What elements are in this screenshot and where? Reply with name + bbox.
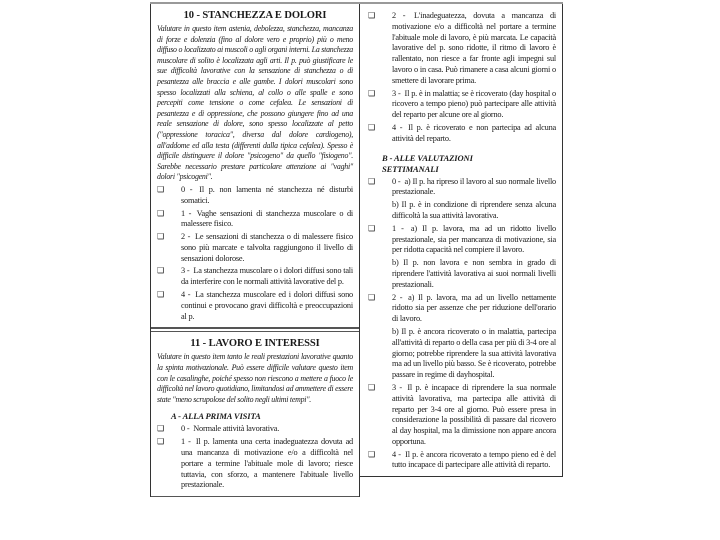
option-text: a) Il p. ha ripreso il lavoro al suo normale livello prestazionale. [392,176,557,197]
option-number: 3 - [181,266,190,276]
checkbox-icon[interactable]: ❑ [368,382,375,392]
checkbox-icon[interactable]: ❑ [368,11,375,20]
checkbox-icon[interactable]: ❑ [157,184,164,194]
checkbox-icon[interactable]: ❑ [368,449,375,459]
valutazioni-settimanali-options [368,177,556,472]
option-text: Vaghe sensazioni di stanchezza muscolare o di malessere fisico. [181,208,353,229]
section-10-intro: Valutare in questo item astenia, debolezza, stanchezza, mancanza di forze e dolenzia (fino al dolore vero e proprio) più o meno diffuso o localizzato ai muscoli o agli organi interni. La stanchezza muscolare di solito è localizzata agli arti. Il p. può giustificare le sue difficoltà lavorative con la sensazione di stanchezza o di pesantezza alle braccia e alle gambe. I dolori muscolari sono spesso localizzati alla schiena, al collo o alle spalle e sono percepiti come tensione o come cefalea. Le sensazioni di pesantezza e di oppressione, che possono giungere fino ad una reale sensazione di dolore, sono spesso localizzate al petto ("oppressione toracica", diversa dal dolore cardiogeno), all'addome ed alla testa (differenti dalla tipica cefalea). Spesso è difficile distinguere il dolore "psicogeno" da quello "fisiogeno". Sarebbe necessario prestare particolare attenzione ai "vaghi" dolori "psicogeni". [157,24,353,182]
option-text: La stanchezza muscolare o i dolori diffusi sono tali da interferire con le normali attività lavorative del p. [181,266,354,287]
option-number: 1 - [181,437,191,447]
score-option[interactable] [368,11,556,87]
section-10-options [157,185,353,323]
score-option[interactable] [157,209,353,231]
option-text: Il p. non lamenta né stanchezza né disturbi somatici. [181,184,354,205]
option-number: 3 - [392,88,401,98]
score-option[interactable] [368,293,556,325]
option-number: 4 - [392,449,401,459]
score-option[interactable] [157,424,353,435]
right-column [360,4,563,477]
checkbox-icon[interactable]: ❑ [157,424,164,434]
option-subtext: b) Il p. è in condizione di riprendere senza alcuna difficoltà la sua attività lavorativa. [392,200,556,220]
option-text: Il p. è in malattia; se è ricoverato (day hospital o ricovero a tempo pieno) può partecipare alle attività del reparto per alcune ore al giorno. [392,88,557,120]
score-option[interactable] [368,450,556,472]
option-text: Le sensazioni di stanchezza o di malessere fisico sono più marcate e talvolta raggiungono il livello di sensazioni dolorose. [181,232,354,263]
option-text: La stanchezza muscolare ed i dolori diffusi sono continui e provocano gravi difficoltà e preoccupazioni al p. [181,290,353,321]
option-subtext: b) Il p. non lavora e non sembra in grado di riprendere l'attività lavorativa ai suoi normali livelli prestazionali. [392,258,556,289]
checkbox-icon[interactable]: ❑ [157,232,164,242]
score-option[interactable] [157,185,353,207]
checkbox-icon[interactable]: ❑ [368,176,375,186]
subhead-valutazioni-settimanali: B - ALLE VALUTAZIONI SETTIMANALI [382,152,473,174]
option-text: Il p. lamenta una certa inadeguatezza dovuta ad una mancanza di motivazione e/o a difficoltà nel portare a termine l'abituale mole di lavoro; riesce tuttavia, con sforzo, a mantenere l'abituale livello prestazionale. [181,437,353,490]
score-option[interactable] [157,266,353,288]
checkbox-icon[interactable]: ❑ [157,437,164,447]
prima-visita-options-continued [368,11,556,145]
section-10-title: 10 - STANCHEZZA E DOLORI [183,10,327,21]
section-11-intro: Valutare in questo item tanto le reali prestazioni lavorative quanto la spinta motivazionale. Può essere difficile valutare questo item con le casalinghe, poiché spesso non riescono a mettere a fuoco le difficoltà nel lavoro quotidiano, limitandosi ad ammettere di essere state "meno scrupolose del solito negli ultimi tempi". [157,352,353,404]
score-option[interactable] [368,224,556,256]
score-option[interactable] [368,123,556,145]
option-number: 0 - [392,176,401,186]
option-text: a) Il p. lavora, ma ad un ridotto livello prestazionale, sia per mancanza di motivazione, sia per ridotta capacità nel compiere il lavoro. [392,223,557,255]
section-11 [151,331,359,497]
checkbox-icon[interactable]: ❑ [157,266,164,276]
option-number: 2 - [392,11,406,20]
score-option[interactable] [157,290,353,322]
checkbox-icon[interactable]: ❑ [157,208,164,218]
checkbox-icon[interactable]: ❑ [368,223,375,233]
option-number: 0 - [181,424,190,434]
option-subtext: b) Il p. è ancora ricoverato o in malattia, partecipa all'attività di reparto o della casa per più di 3-4 ore al giorno; potrebbe riprendere la sua attività lavorativa ma ad un livello più basso. Se è ricoverato, potrebbe passare in regime di dayhospital. [392,326,556,380]
option-number: 1 - [392,223,404,233]
option-number: 0 - [181,184,193,194]
option-number: 4 - [392,122,403,132]
score-option[interactable] [368,89,556,121]
section-10 [151,4,359,329]
option-text: Il p. è ancora ricoverato a tempo pieno ed è del tutto incapace di partecipare alle attività di reparto. [392,449,557,470]
option-text: Normale attività lavorativa. [193,424,280,434]
option-number: 1 - [181,208,192,218]
checkbox-icon[interactable]: ❑ [368,88,375,98]
questionnaire-page [150,2,563,497]
subhead-prima-visita: A - ALLA PRIMA VISITA [171,411,261,422]
checkbox-icon[interactable]: ❑ [368,122,375,132]
score-option[interactable] [157,437,353,491]
checkbox-icon[interactable]: ❑ [368,292,375,302]
score-option[interactable] [368,383,556,448]
left-column [150,4,360,497]
option-number: 3 - [392,382,402,392]
checkbox-icon[interactable]: ❑ [157,290,164,300]
option-text: Il p. è incapace di riprendere la sua normale attività lavorativa, ma partecipa alle attività di reparto per 3-4 ore al giorno. Può essere presa in considerazione la possibilità di passare dal ricovero al day hospital, ma la dimissione non appare ancora opportuna. [392,382,557,446]
option-number: 2 - [181,232,191,242]
option-number: 4 - [181,290,191,300]
prima-visita-options [157,424,353,491]
section-11-title: 11 - LAVORO E INTERESSI [190,338,320,350]
option-number: 2 - [392,292,403,302]
option-text: a) Il p. lavora, ma ad un livello nettamente ridotto sia per assenze che per riduzione dell'orario di lavoro. [392,292,556,324]
score-option[interactable] [368,177,556,199]
option-text: L'inadeguatezza, dovuta a mancanza di motivazione e/o a difficoltà nel portare a termine l'abituale mole di lavoro, è più marcata. Le capacità lavorative del p. sono ridotte, il ritmo di lavoro è rallentato, non riesce a far fronte agli impegni sul lavoro o in casa. Può rimanere a casa alcuni giorni o smettere di lavorare prima. [392,11,556,85]
score-option[interactable] [157,232,353,264]
option-text: Il p. è ricoverato e non partecipa ad alcuna attività del reparto. [392,122,557,143]
